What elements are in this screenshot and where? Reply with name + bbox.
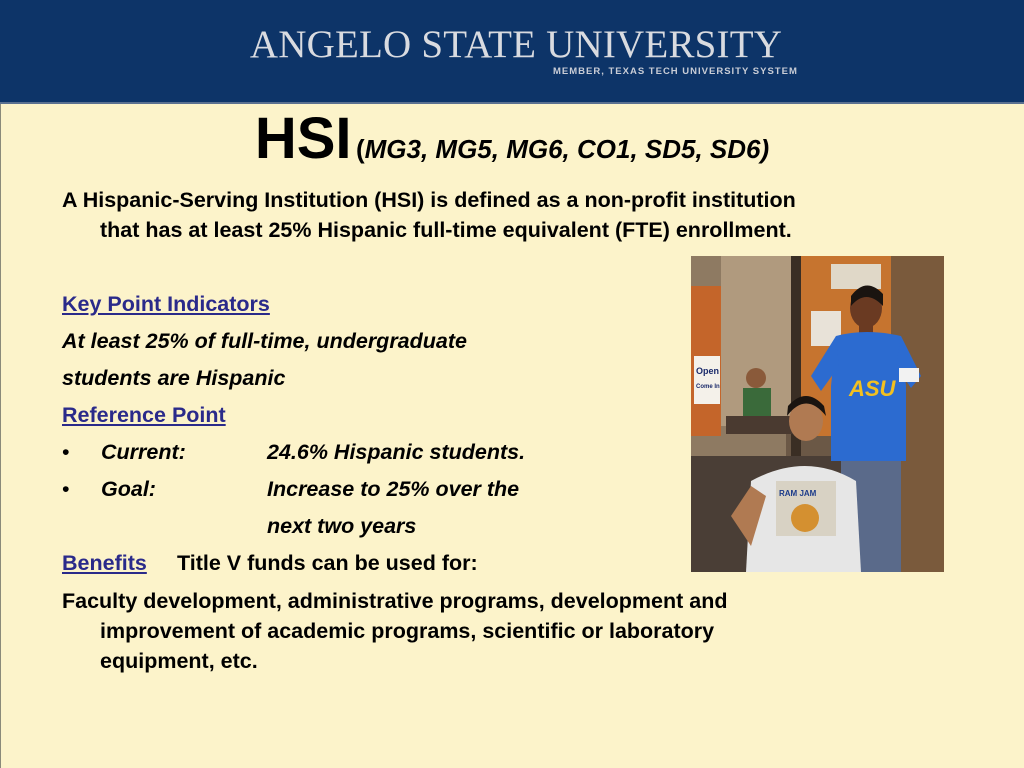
slide-title [0, 104, 1024, 174]
key-point-line-1: At least 25% of full-time, undergraduate [62, 329, 467, 353]
shirt-asu-text: ASU [849, 376, 896, 401]
goal-label: Goal: [101, 477, 156, 501]
current-value: 24.6% Hispanic students. [267, 440, 526, 464]
current-label: Current: [101, 440, 186, 464]
goal-value: Increase to 25% over the [267, 477, 520, 501]
frame-border [0, 104, 1, 768]
title-codes [356, 134, 769, 164]
benefits-text: Title V funds can be used for: [177, 551, 478, 575]
title-main: HSI [254, 106, 352, 171]
faculty-line-1: Faculty development, administrative programs, development and [62, 589, 728, 613]
key-point-indicators-link[interactable]: Key Point Indicators [62, 292, 270, 316]
title-code-list: MG3, MG5, MG6, CO1, SD5, SD6) [364, 134, 770, 164]
faculty-line-2: improvement of academic programs, scientific or laboratory [100, 619, 715, 643]
bullet-current: • [62, 440, 70, 464]
key-point-line-2: students are Hispanic [62, 366, 286, 390]
university-system: MEMBER, TEXAS TECH UNIVERSITY SYSTEM [553, 66, 798, 77]
shirt-ramjam-text: RAM JAM [779, 489, 817, 498]
title-paren: ( [355, 134, 365, 164]
university-name: ANGELO STATE UNIVERSITY [249, 23, 783, 66]
sign-open-text: Open [696, 366, 720, 376]
definition-line-2: that has at least 25% Hispanic full-time equivalent (FTE) enrollment. [100, 218, 792, 242]
faculty-line-3: equipment, etc. [100, 649, 258, 673]
benefits-link[interactable]: Benefits [62, 551, 147, 575]
students-photo [691, 256, 944, 572]
reference-point-link[interactable]: Reference Point [62, 403, 226, 427]
goal-continuation: next two years [267, 514, 417, 538]
definition-line-1: A Hispanic-Serving Institution (HSI) is defined as a non-profit institution [62, 188, 796, 212]
bullet-goal: • [62, 477, 70, 501]
header-banner [0, 0, 1024, 104]
sign-come-in-text: Come In [696, 384, 720, 390]
